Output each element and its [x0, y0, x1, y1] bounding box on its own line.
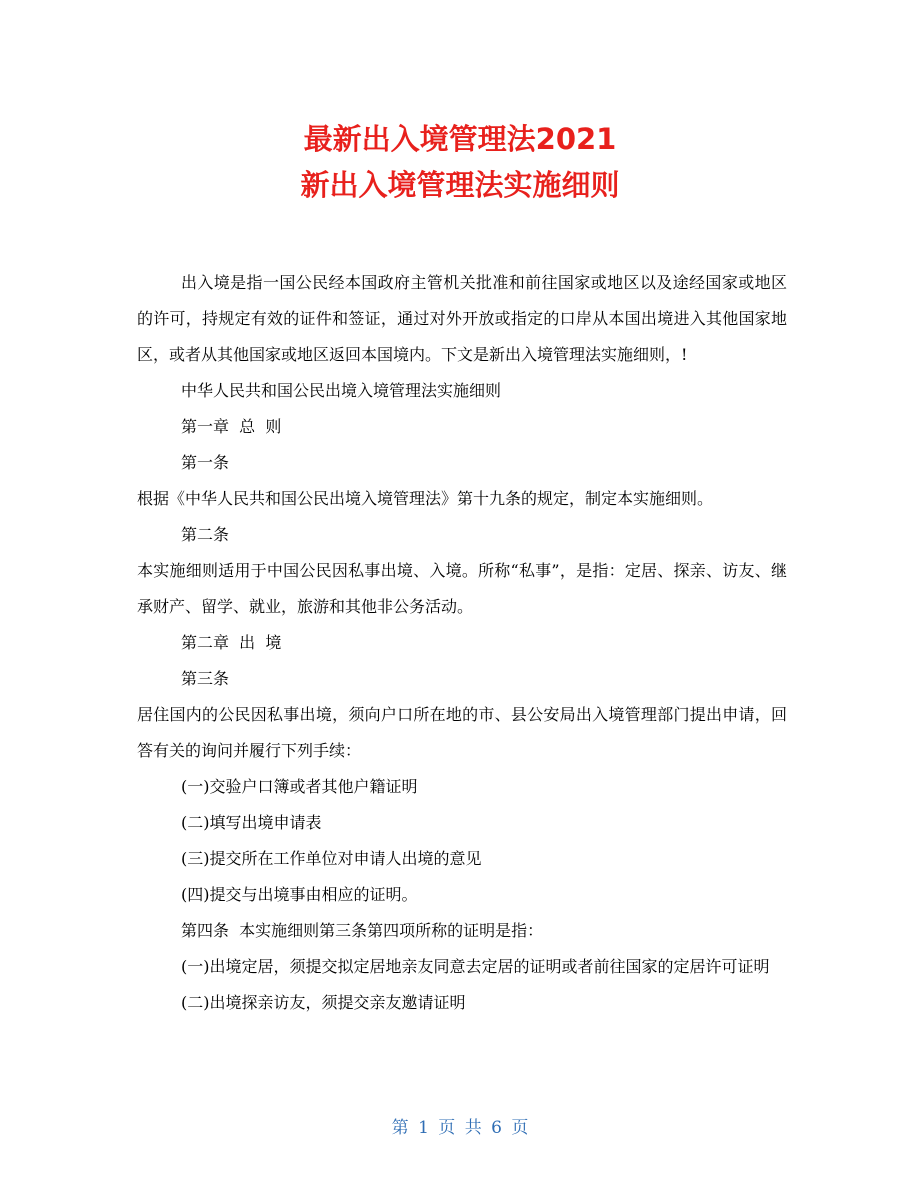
paragraph-law-name: 中华人民共和国公民出境入境管理法实施细则	[181, 381, 502, 400]
title-line-1: 最新出入境管理法2021	[303, 122, 617, 156]
article-heading-4: 第四条 本实施细则第三条第四项所称的证明是指：	[181, 921, 544, 940]
article-body-2: 本实施细则适用于中国公民因私事出境、入境。所称“私事”，是指：定居、探亲、访友、继承财产、留学、就业，旅游和其他非公务活动。	[137, 561, 787, 616]
list-item: (四)提交与出境事由相应的证明。	[181, 885, 418, 904]
article-heading-1: 第一条	[181, 453, 230, 472]
list-item: (三)提交所在工作单位对申请人出境的意见	[181, 849, 482, 868]
article-heading-2: 第二条	[181, 525, 230, 544]
list-item: (一)出境定居，须提交拟定居地亲友同意去定居的证明或者前往国家的定居许可证明	[181, 957, 770, 976]
document-title	[0, 116, 920, 208]
list-item: (一)交验户口簿或者其他户籍证明	[181, 777, 418, 796]
article-heading-3: 第三条	[181, 669, 230, 688]
page-number-footer: 第 1 页 共 6 页	[391, 1118, 529, 1138]
chapter-heading-1: 第一章 总 则	[181, 417, 282, 436]
document-body	[137, 265, 787, 1021]
title-line-2: 新出入境管理法实施细则	[300, 168, 620, 202]
chapter-heading-2: 第二章 出 境	[181, 633, 282, 652]
article-body-1: 根据《中华人民共和国公民出境入境管理法》第十九条的规定，制定本实施细则。	[137, 489, 714, 508]
list-item: (二)出境探亲访友，须提交亲友邀请证明	[181, 993, 466, 1012]
article-body-3: 居住国内的公民因私事出境，须向户口所在地的市、县公安局出入境管理部门提出申请，回答有关的询问并履行下列手续：	[137, 705, 787, 760]
list-item: (二)填写出境申请表	[181, 813, 322, 832]
paragraph-intro: 出入境是指一国公民经本国政府主管机关批准和前往国家或地区以及途经国家或地区的许可，持规定有效的证件和签证，通过对外开放或指定的口岸从本国出境进入其他国家地区，或者从其他国家或地区返回本国境内。下文是新出入境管理法实施细则，!	[137, 273, 787, 364]
